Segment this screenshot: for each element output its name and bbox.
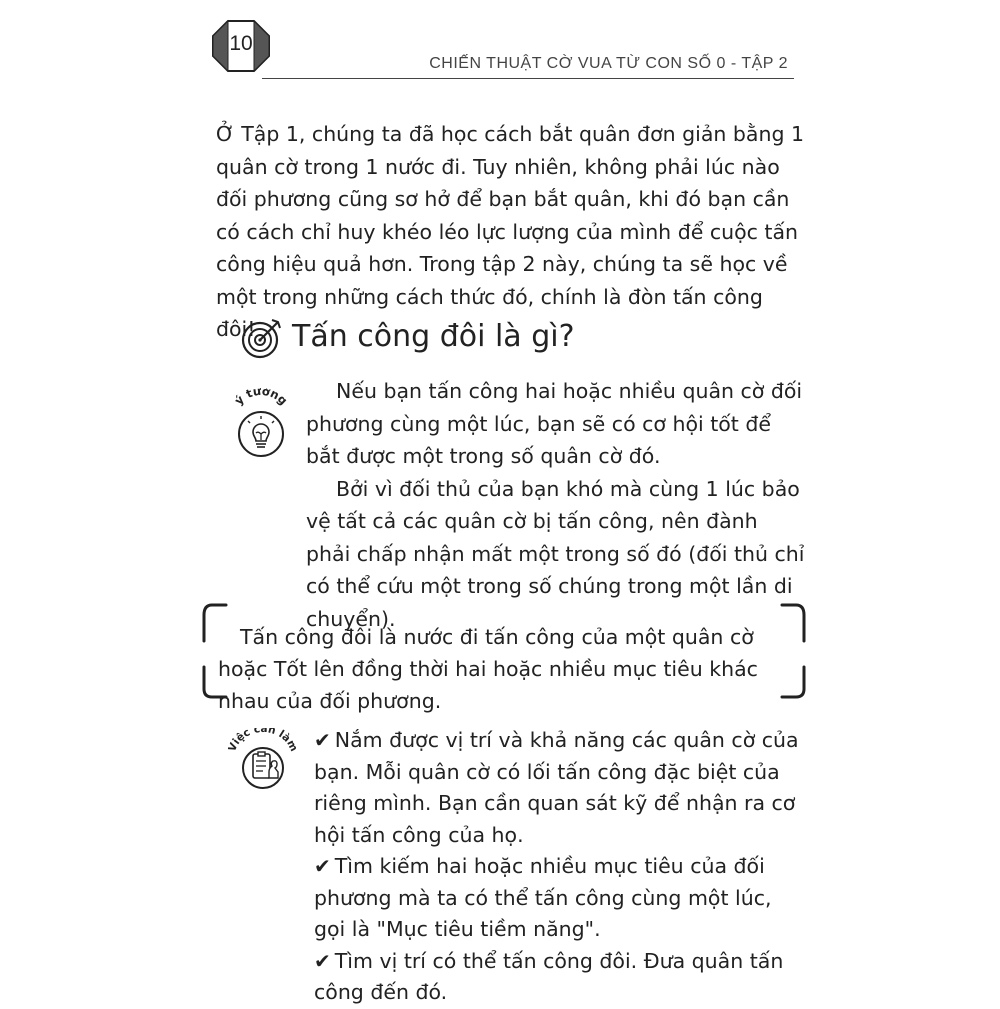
todo-item-text: Nắm được vị trí và khả năng các quân cờ của bạn. Mỗi quân cờ có lối tấn công đặc biệt của riêng mình. Bạn cần quan sát kỹ để nhận ra cơ hội tấn công của họ. [314,728,799,847]
definition-box [198,601,810,713]
lightbulb-icon [226,388,296,464]
checkmark-icon: ✔ [314,948,331,973]
svg-text:ý tưởng [232,388,291,408]
todo-badge-label: iệc cần là [230,728,293,747]
definition-text: Tấn công đôi là nước đi tấn công của một quân cờ hoặc Tốt lên đồng thời hai hoặc nhiều mục tiêu khác nhau của đối phương. [218,625,758,713]
idea-badge [226,388,296,464]
target-icon [240,316,284,360]
page-number-badge [210,18,272,74]
intro-paragraph: Ở Tập 1, chúng ta đã học cách bắt quân đơn giản bằng 1 quân cờ trong 1 nước đi. Tuy nhiên, không phải lúc nào đối phương cũng sơ hở để bạn bắt quân, khi đó bạn cần có cách chỉ huy khéo léo lực lượng của mình để cuộc tấn công hiệu quả hơn. Trong tập 2 này, chúng ta sẽ học về một trong những cách thức đó, chính là đòn tấn công đôi! [216,122,805,341]
todo-list [314,725,808,1009]
header-divider [262,78,794,79]
idea-badge-label: ý tưởng [231,388,291,408]
clipboard-icon [228,728,298,790]
todo-item-text: Tìm vị trí có thể tấn công đôi. Đưa quân tấn công đến đó. [314,948,784,1004]
todo-badge [228,728,298,790]
idea-body [306,375,806,635]
checkmark-icon: ✔ [314,854,331,878]
checkmark-icon: ✔ [314,728,331,752]
list-item [314,946,808,1009]
idea-paragraph: Nếu bạn tấn công hai hoặc nhiều quân cờ đối phương cùng một lúc, bạn sẽ có cơ hội tốt để bắt được một trong số quân cờ đó. [306,379,803,468]
page-number: 10 [229,32,253,55]
idea-paragraph: Bởi vì đối thủ của bạn khó mà cùng 1 lúc bảo vệ tất cả các quân cờ bị tấn công, nên đành phải chấp nhận mất một trong số đó (đối thủ chỉ có thể cứu một trong số chúng trong một lần di chuyển). [306,476,805,631]
list-item [314,725,808,851]
todo-item-text: Tìm kiếm hai hoặc nhiều mục tiêu của đối phương mà ta có thể tấn công cùng một lúc, gọi là "Mục tiêu tiềm năng". [314,854,772,941]
section-title: Tấn công đôi là gì? [292,319,575,354]
list-item [314,851,808,946]
running-header: CHIẾN THUẬT CỜ VUA TỪ CON SỐ 0 - TẬP 2 [429,55,788,72]
